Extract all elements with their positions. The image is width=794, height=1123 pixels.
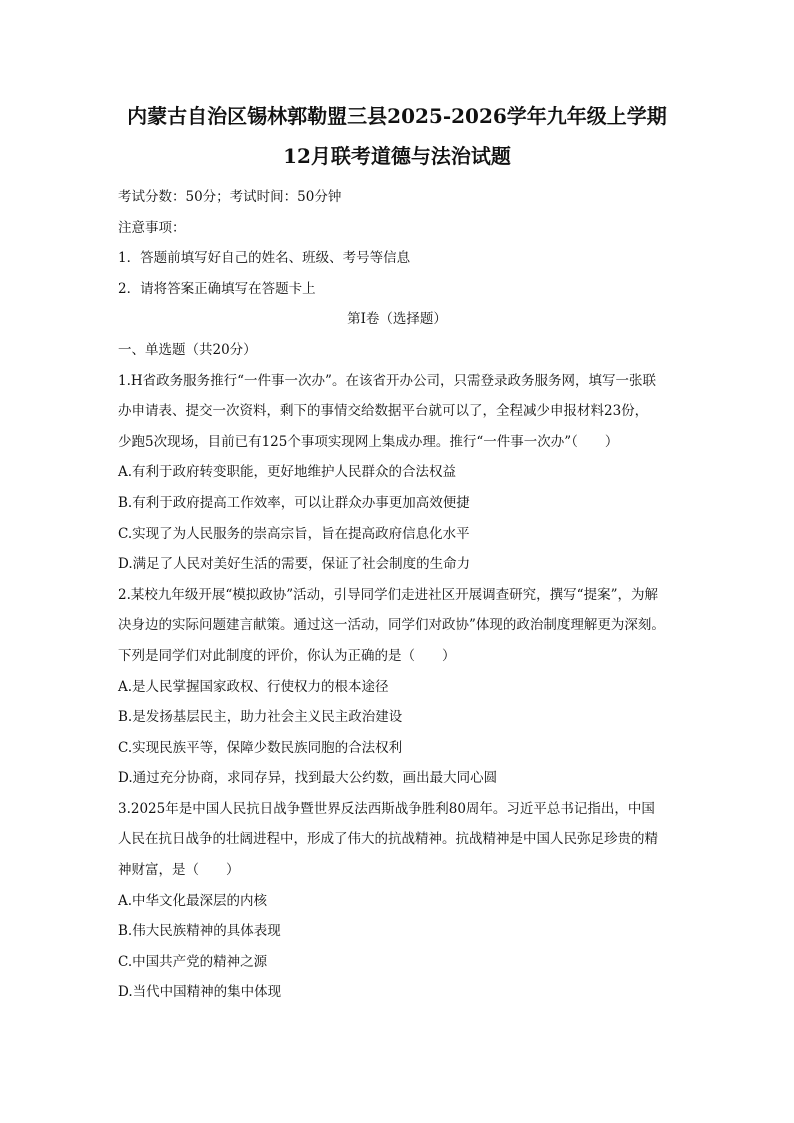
exam-title-line-2: 12月联考道德与法治试题 xyxy=(283,144,511,168)
notice-heading: 注意事项： xyxy=(118,219,186,236)
question-stem-line: 下列是同学们对此制度的评价，你认为正确的是（ ） xyxy=(118,647,456,664)
question-stem-line: 人民在抗日战争的壮阔进程中，形成了伟大的抗战精神。抗战精神是中国人民弥足珍贵的精 xyxy=(118,831,658,848)
option-d: D.通过充分协商，求同存异，找到最大公约数，画出最大同心圆 xyxy=(118,770,498,787)
option-a: A.有利于政府转变职能，更好地维护人民群众的合法权益 xyxy=(118,464,457,481)
question-2 xyxy=(118,580,676,794)
question-stem-line: 决身边的实际问题建言献策。通过这一活动，同学们对政协”体现的政治制度理解更为深刻。 xyxy=(118,617,665,634)
volume-heading: 第I卷（选择题） xyxy=(347,311,447,328)
option-b: B.伟大民族精神的具体表现 xyxy=(118,923,281,940)
exam-meta xyxy=(118,182,676,366)
option-b: B.有利于政府提高工作效率，可以让群众办事更加高效便捷 xyxy=(118,494,470,511)
notice-item: 1．答题前填写好自己的姓名、班级、考号等信息 xyxy=(118,250,411,267)
option-d: D.当代中国精神的集中体现 xyxy=(118,984,282,1001)
option-c: C.中国共产党的精神之源 xyxy=(118,953,268,970)
question-stem-line: 1.H省政务服务推行“一件事一次办”。在该省开办公司，只需登录政务服务网，填写一张联 xyxy=(118,372,656,389)
question-stem-line: 3.2025年是中国人民抗日战争暨世界反法西斯战争胜利80周年。习近平总书记指出，中国 xyxy=(118,800,655,817)
option-a: A.是人民掌握国家政权、行使权力的根本途径 xyxy=(118,678,389,695)
question-3 xyxy=(118,794,676,1008)
question-stem-line: 办申请表、提交一次资料，剩下的事情交给数据平台就可以了，全程减少申报材料23份， xyxy=(118,403,649,420)
option-c: C.实现了为人民服务的崇高宗旨，旨在提高政府信息化水平 xyxy=(118,525,470,542)
notice-item: 2．请将答案正确填写在答题卡上 xyxy=(118,280,316,297)
question-stem-line: 2.某校九年级开展“模拟政协”活动，引导同学们走进社区开展调查研究，撰写“提案”，为解 xyxy=(118,586,658,603)
option-c: C.实现民族平等，保障少数民族同胞的合法权利 xyxy=(118,739,403,756)
option-d: D.满足了人民对美好生活的需要，保证了社会制度的生命力 xyxy=(118,556,471,573)
question-1 xyxy=(118,366,676,580)
exam-info: 考试分数：50分；考试时间：50分钟 xyxy=(118,189,342,205)
option-a: A.中华文化最深层的内核 xyxy=(118,892,268,909)
option-b: B.是发扬基层民主，助力社会主义民主政治建设 xyxy=(118,709,403,726)
question-stem-line: 神财富，是（ ） xyxy=(118,862,240,879)
part-heading: 一、单选题（共20分） xyxy=(118,341,257,358)
exam-title-line-1: 内蒙古自治区锡林郭勒盟三县2025-2026学年九年级上学期 xyxy=(127,104,667,128)
question-stem-line: 少跑5次现场，目前已有125个事项实现网上集成办理。推行“一件事一次办”（ ） xyxy=(118,433,619,450)
